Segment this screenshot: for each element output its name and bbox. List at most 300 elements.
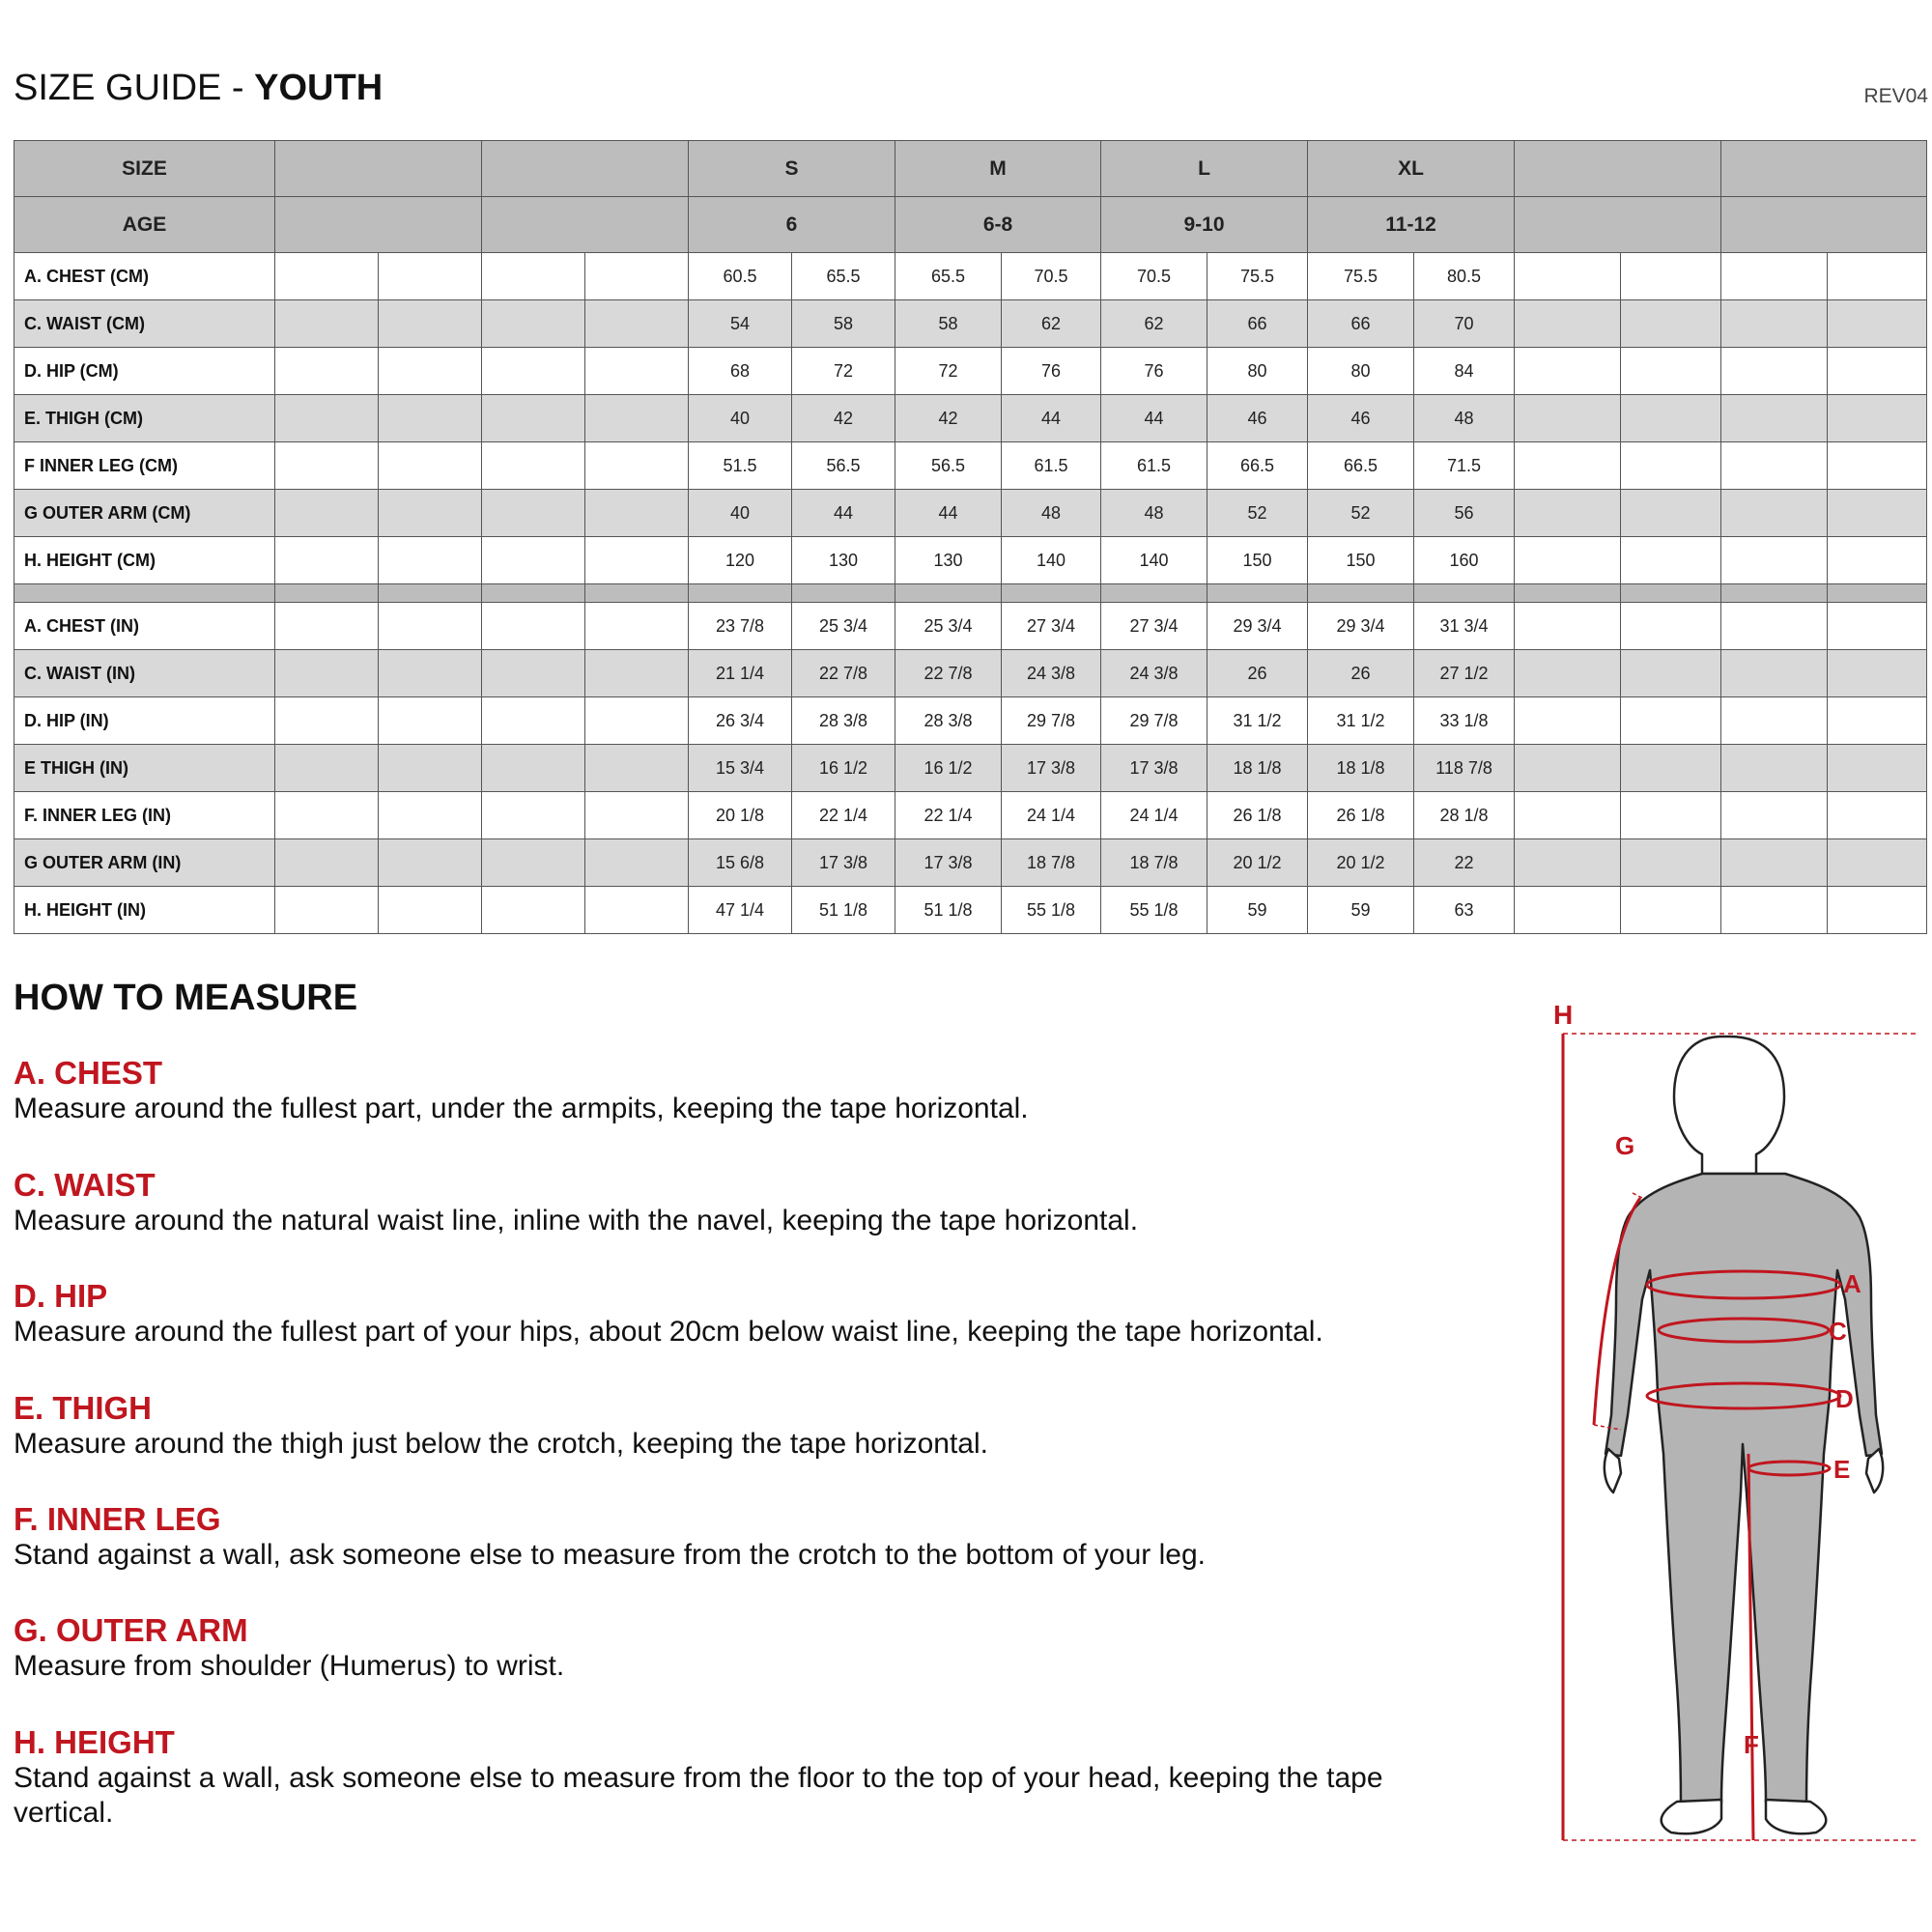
- empty-cell: [1828, 697, 1927, 745]
- empty-cell: [1515, 792, 1621, 839]
- value-cell: 66: [1308, 300, 1414, 348]
- empty-cell: [1621, 490, 1721, 537]
- empty-cell: [585, 603, 689, 650]
- separator-cell: [482, 584, 585, 603]
- empty-cell: [275, 141, 482, 197]
- value-cell: 31 3/4: [1414, 603, 1515, 650]
- label-h: H: [1553, 1000, 1574, 1030]
- measure-item: [14, 1055, 1482, 1126]
- table-row: [14, 395, 1932, 442]
- empty-cell: [1515, 300, 1621, 348]
- measure-item-description: Stand against a wall, ask someone else to measure from the crotch to the bottom of your leg.: [14, 1539, 1206, 1571]
- empty-cell: [1621, 395, 1721, 442]
- empty-cell: [379, 348, 482, 395]
- empty-cell: [379, 839, 482, 887]
- empty-cell: [275, 745, 379, 792]
- value-cell: 55 1/8: [1002, 887, 1101, 934]
- empty-cell: [1721, 141, 1927, 197]
- value-cell: 18 1/8: [1208, 745, 1308, 792]
- separator-cell: [1721, 584, 1828, 603]
- measure-item-description: Stand against a wall, ask someone else to measure from the floor to the top of your head, keeping the tape vertical.: [14, 1762, 1383, 1829]
- empty-cell: [379, 650, 482, 697]
- empty-cell: [379, 395, 482, 442]
- value-cell: 51 1/8: [895, 887, 1002, 934]
- value-cell: 24 3/8: [1002, 650, 1101, 697]
- row-label: E. THIGH (CM): [14, 395, 275, 442]
- how-to-measure-heading: HOW TO MEASURE: [14, 978, 358, 1018]
- empty-cell: [275, 348, 379, 395]
- value-cell: 24 1/4: [1101, 792, 1208, 839]
- revision-code: REV04: [1863, 85, 1928, 107]
- value-cell: 31 1/2: [1308, 697, 1414, 745]
- value-cell: 44: [1002, 395, 1101, 442]
- empty-cell: [1621, 745, 1721, 792]
- empty-cell: [482, 395, 585, 442]
- table-row: [14, 839, 1932, 887]
- measure-item-title: D. HIP: [14, 1278, 108, 1314]
- empty-cell: [1515, 442, 1621, 490]
- value-cell: 26: [1208, 650, 1308, 697]
- empty-cell: [1721, 253, 1828, 300]
- measure-item: [14, 1501, 1482, 1573]
- row-label: E THIGH (IN): [14, 745, 275, 792]
- measure-item-description: Measure around the natural waist line, inline with the navel, keeping the tape horizontal.: [14, 1205, 1139, 1236]
- value-cell: 51.5: [689, 442, 792, 490]
- empty-cell: [1515, 839, 1621, 887]
- empty-cell: [585, 839, 689, 887]
- separator-cell: [1101, 584, 1208, 603]
- separator-cell: [1515, 584, 1621, 603]
- empty-cell: [482, 745, 585, 792]
- value-cell: 72: [895, 348, 1002, 395]
- value-cell: 22: [1414, 839, 1515, 887]
- empty-cell: [1621, 887, 1721, 934]
- value-cell: 70.5: [1101, 253, 1208, 300]
- table-row: [14, 887, 1932, 934]
- measure-item-description: Measure around the thigh just below the crotch, keeping the tape horizontal.: [14, 1428, 988, 1460]
- measure-item-title: G. OUTER ARM: [14, 1612, 248, 1648]
- row-label: F INNER LEG (CM): [14, 442, 275, 490]
- empty-cell: [585, 537, 689, 584]
- value-cell: 75.5: [1208, 253, 1308, 300]
- empty-cell: [585, 745, 689, 792]
- value-cell: 17 3/8: [1101, 745, 1208, 792]
- separator-cell: [1002, 584, 1101, 603]
- empty-cell: [585, 253, 689, 300]
- empty-cell: [1828, 603, 1927, 650]
- value-cell: 27 1/2: [1414, 650, 1515, 697]
- empty-cell: [585, 300, 689, 348]
- value-cell: 54: [689, 300, 792, 348]
- measure-item-description: Measure from shoulder (Humerus) to wrist.: [14, 1650, 565, 1682]
- value-cell: 118 7/8: [1414, 745, 1515, 792]
- row-label: D. HIP (CM): [14, 348, 275, 395]
- value-cell: 18 7/8: [1002, 839, 1101, 887]
- value-cell: 18 1/8: [1308, 745, 1414, 792]
- separator-cell: [895, 584, 1002, 603]
- empty-cell: [1515, 697, 1621, 745]
- empty-cell: [379, 490, 482, 537]
- measure-item-title: E. THIGH: [14, 1390, 153, 1426]
- value-cell: 23 7/8: [689, 603, 792, 650]
- value-cell: 42: [895, 395, 1002, 442]
- measure-item-description: Measure around the fullest part of your hips, about 20cm below waist line, keeping the tape horizontal.: [14, 1316, 1323, 1348]
- row-label: G OUTER ARM (CM): [14, 490, 275, 537]
- empty-cell: [275, 253, 379, 300]
- empty-cell: [1828, 442, 1927, 490]
- value-cell: 70.5: [1002, 253, 1101, 300]
- separator-cell: [275, 584, 379, 603]
- separator-cell: [1414, 584, 1515, 603]
- measure-item-title: H. HEIGHT: [14, 1724, 175, 1760]
- size-table: [14, 140, 1932, 934]
- empty-cell: [1721, 697, 1828, 745]
- empty-cell: [1721, 300, 1828, 348]
- value-cell: 40: [689, 490, 792, 537]
- value-cell: 27 3/4: [1002, 603, 1101, 650]
- value-cell: 61.5: [1101, 442, 1208, 490]
- value-cell: 28 3/8: [895, 697, 1002, 745]
- empty-cell: [482, 348, 585, 395]
- empty-cell: [1621, 650, 1721, 697]
- size-header-label: SIZE: [14, 141, 275, 197]
- empty-cell: [482, 300, 585, 348]
- size-header-row: [14, 141, 1932, 197]
- value-cell: 130: [895, 537, 1002, 584]
- empty-cell: [1515, 603, 1621, 650]
- empty-cell: [482, 442, 585, 490]
- value-cell: 56: [1414, 490, 1515, 537]
- value-cell: 24 3/8: [1101, 650, 1208, 697]
- value-cell: 62: [1101, 300, 1208, 348]
- value-cell: 16 1/2: [895, 745, 1002, 792]
- empty-cell: [482, 697, 585, 745]
- value-cell: 84: [1414, 348, 1515, 395]
- body-measurement-diagram: [1536, 990, 1927, 1850]
- empty-cell: [1721, 537, 1828, 584]
- value-cell: 25 3/4: [895, 603, 1002, 650]
- empty-cell: [1621, 537, 1721, 584]
- value-cell: 140: [1002, 537, 1101, 584]
- empty-cell: [482, 197, 689, 253]
- row-label: C. WAIST (CM): [14, 300, 275, 348]
- empty-cell: [379, 253, 482, 300]
- size-s: S: [689, 141, 895, 197]
- empty-cell: [482, 650, 585, 697]
- empty-cell: [1515, 650, 1621, 697]
- empty-cell: [379, 300, 482, 348]
- value-cell: 68: [689, 348, 792, 395]
- label-c: C: [1829, 1317, 1847, 1346]
- empty-cell: [1721, 490, 1828, 537]
- size-xl: XL: [1308, 141, 1515, 197]
- empty-cell: [379, 603, 482, 650]
- separator-cell: [1208, 584, 1308, 603]
- value-cell: 80: [1308, 348, 1414, 395]
- label-a: A: [1843, 1269, 1861, 1298]
- value-cell: 66: [1208, 300, 1308, 348]
- table-row: [14, 442, 1932, 490]
- empty-cell: [275, 650, 379, 697]
- value-cell: 65.5: [792, 253, 895, 300]
- empty-cell: [482, 839, 585, 887]
- value-cell: 44: [792, 490, 895, 537]
- row-label: D. HIP (IN): [14, 697, 275, 745]
- empty-cell: [482, 603, 585, 650]
- value-cell: 52: [1308, 490, 1414, 537]
- value-cell: 26 1/8: [1208, 792, 1308, 839]
- table-row: [14, 603, 1932, 650]
- value-cell: 160: [1414, 537, 1515, 584]
- value-cell: 46: [1208, 395, 1308, 442]
- value-cell: 76: [1101, 348, 1208, 395]
- measure-item: [14, 1278, 1482, 1350]
- value-cell: 150: [1308, 537, 1414, 584]
- value-cell: 56.5: [895, 442, 1002, 490]
- value-cell: 25 3/4: [792, 603, 895, 650]
- row-label: A. CHEST (IN): [14, 603, 275, 650]
- empty-cell: [1828, 887, 1927, 934]
- empty-cell: [379, 887, 482, 934]
- value-cell: 58: [895, 300, 1002, 348]
- empty-cell: [1828, 650, 1927, 697]
- measure-item-title: C. WAIST: [14, 1167, 156, 1203]
- empty-cell: [1828, 395, 1927, 442]
- separator-cell: [1621, 584, 1721, 603]
- empty-cell: [1721, 197, 1927, 253]
- value-cell: 29 3/4: [1208, 603, 1308, 650]
- value-cell: 52: [1208, 490, 1308, 537]
- table-row: [14, 697, 1932, 745]
- empty-cell: [275, 442, 379, 490]
- age-s: 6: [689, 197, 895, 253]
- value-cell: 17 3/8: [1002, 745, 1101, 792]
- age-m: 6-8: [895, 197, 1101, 253]
- value-cell: 150: [1208, 537, 1308, 584]
- row-label: G OUTER ARM (IN): [14, 839, 275, 887]
- value-cell: 48: [1414, 395, 1515, 442]
- value-cell: 80: [1208, 348, 1308, 395]
- empty-cell: [1515, 141, 1721, 197]
- value-cell: 24 1/4: [1002, 792, 1101, 839]
- age-header-label: AGE: [14, 197, 275, 253]
- empty-cell: [1515, 253, 1621, 300]
- separator-cell: [14, 584, 275, 603]
- row-label: F. INNER LEG (IN): [14, 792, 275, 839]
- table-row: [14, 537, 1932, 584]
- value-cell: 42: [792, 395, 895, 442]
- empty-cell: [482, 490, 585, 537]
- empty-cell: [379, 537, 482, 584]
- empty-cell: [482, 141, 689, 197]
- measure-item: [14, 1724, 1482, 1831]
- value-cell: 44: [1101, 395, 1208, 442]
- row-label: A. CHEST (CM): [14, 253, 275, 300]
- empty-cell: [585, 697, 689, 745]
- empty-cell: [275, 887, 379, 934]
- empty-cell: [585, 490, 689, 537]
- empty-cell: [275, 537, 379, 584]
- measure-item-title: F. INNER LEG: [14, 1501, 221, 1537]
- empty-cell: [275, 839, 379, 887]
- empty-cell: [1721, 650, 1828, 697]
- empty-cell: [379, 697, 482, 745]
- empty-cell: [585, 887, 689, 934]
- value-cell: 29 3/4: [1308, 603, 1414, 650]
- empty-cell: [1621, 300, 1721, 348]
- table-row: [14, 490, 1932, 537]
- value-cell: 80.5: [1414, 253, 1515, 300]
- empty-cell: [1621, 697, 1721, 745]
- value-cell: 29 7/8: [1002, 697, 1101, 745]
- value-cell: 17 3/8: [792, 839, 895, 887]
- value-cell: 22 7/8: [895, 650, 1002, 697]
- label-e: E: [1833, 1455, 1851, 1484]
- empty-cell: [1621, 603, 1721, 650]
- empty-cell: [275, 300, 379, 348]
- empty-cell: [1721, 348, 1828, 395]
- value-cell: 71.5: [1414, 442, 1515, 490]
- value-cell: 21 1/4: [689, 650, 792, 697]
- empty-cell: [275, 697, 379, 745]
- row-label: H. HEIGHT (CM): [14, 537, 275, 584]
- separator-cell: [585, 584, 689, 603]
- separator-cell: [1308, 584, 1414, 603]
- value-cell: 70: [1414, 300, 1515, 348]
- title-prefix: SIZE GUIDE -: [14, 68, 255, 108]
- title-category: YOUTH: [254, 68, 384, 108]
- empty-cell: [585, 792, 689, 839]
- row-label: C. WAIST (IN): [14, 650, 275, 697]
- empty-cell: [379, 745, 482, 792]
- empty-cell: [585, 650, 689, 697]
- value-cell: 20 1/2: [1308, 839, 1414, 887]
- empty-cell: [482, 792, 585, 839]
- value-cell: 46: [1308, 395, 1414, 442]
- empty-cell: [1621, 348, 1721, 395]
- empty-cell: [585, 442, 689, 490]
- value-cell: 56.5: [792, 442, 895, 490]
- value-cell: 55 1/8: [1101, 887, 1208, 934]
- measure-item: [14, 1390, 1482, 1462]
- value-cell: 140: [1101, 537, 1208, 584]
- value-cell: 28 1/8: [1414, 792, 1515, 839]
- value-cell: 22 7/8: [792, 650, 895, 697]
- empty-cell: [1828, 792, 1927, 839]
- value-cell: 59: [1208, 887, 1308, 934]
- value-cell: 58: [792, 300, 895, 348]
- empty-cell: [1515, 197, 1721, 253]
- value-cell: 31 1/2: [1208, 697, 1308, 745]
- empty-cell: [1828, 253, 1927, 300]
- table-row: [14, 792, 1932, 839]
- value-cell: 28 3/8: [792, 697, 895, 745]
- value-cell: 20 1/2: [1208, 839, 1308, 887]
- measure-item: [14, 1167, 1482, 1238]
- empty-cell: [1621, 442, 1721, 490]
- value-cell: 26 1/8: [1308, 792, 1414, 839]
- empty-cell: [275, 395, 379, 442]
- empty-cell: [275, 792, 379, 839]
- label-d: D: [1835, 1384, 1854, 1413]
- empty-cell: [1828, 300, 1927, 348]
- value-cell: 16 1/2: [792, 745, 895, 792]
- value-cell: 40: [689, 395, 792, 442]
- value-cell: 66.5: [1308, 442, 1414, 490]
- separator-cell: [379, 584, 482, 603]
- empty-cell: [1828, 490, 1927, 537]
- age-header-row: [14, 197, 1932, 253]
- value-cell: 22 1/4: [792, 792, 895, 839]
- value-cell: 15 6/8: [689, 839, 792, 887]
- value-cell: 44: [895, 490, 1002, 537]
- value-cell: 26: [1308, 650, 1414, 697]
- empty-cell: [1515, 395, 1621, 442]
- value-cell: 15 3/4: [689, 745, 792, 792]
- value-cell: 65.5: [895, 253, 1002, 300]
- measure-item: [14, 1612, 1482, 1684]
- age-xl: 11-12: [1308, 197, 1515, 253]
- empty-cell: [1721, 603, 1828, 650]
- value-cell: 62: [1002, 300, 1101, 348]
- empty-cell: [275, 197, 482, 253]
- empty-cell: [1721, 839, 1828, 887]
- table-row: [14, 745, 1932, 792]
- value-cell: 18 7/8: [1101, 839, 1208, 887]
- size-l: L: [1101, 141, 1308, 197]
- value-cell: 76: [1002, 348, 1101, 395]
- value-cell: 17 3/8: [895, 839, 1002, 887]
- separator-cell: [1828, 584, 1927, 603]
- empty-cell: [275, 490, 379, 537]
- separator-cell: [792, 584, 895, 603]
- empty-cell: [1828, 537, 1927, 584]
- empty-cell: [1721, 442, 1828, 490]
- empty-cell: [1828, 839, 1927, 887]
- value-cell: 29 7/8: [1101, 697, 1208, 745]
- empty-cell: [379, 792, 482, 839]
- empty-cell: [1721, 395, 1828, 442]
- empty-cell: [1515, 348, 1621, 395]
- empty-cell: [482, 537, 585, 584]
- empty-cell: [1621, 253, 1721, 300]
- empty-cell: [275, 603, 379, 650]
- value-cell: 61.5: [1002, 442, 1101, 490]
- empty-cell: [1515, 490, 1621, 537]
- table-row: [14, 650, 1932, 697]
- value-cell: 48: [1101, 490, 1208, 537]
- value-cell: 20 1/8: [689, 792, 792, 839]
- row-label: H. HEIGHT (IN): [14, 887, 275, 934]
- separator-cell: [689, 584, 792, 603]
- table-row: [14, 253, 1932, 300]
- label-g: G: [1615, 1131, 1635, 1160]
- unit-separator-row: [14, 584, 1932, 603]
- empty-cell: [1721, 745, 1828, 792]
- label-f: F: [1744, 1730, 1759, 1759]
- value-cell: 22 1/4: [895, 792, 1002, 839]
- value-cell: 63: [1414, 887, 1515, 934]
- empty-cell: [1828, 745, 1927, 792]
- table-row: [14, 300, 1932, 348]
- empty-cell: [1621, 792, 1721, 839]
- table-row: [14, 348, 1932, 395]
- value-cell: 120: [689, 537, 792, 584]
- value-cell: 60.5: [689, 253, 792, 300]
- empty-cell: [1515, 887, 1621, 934]
- value-cell: 66.5: [1208, 442, 1308, 490]
- size-m: M: [895, 141, 1101, 197]
